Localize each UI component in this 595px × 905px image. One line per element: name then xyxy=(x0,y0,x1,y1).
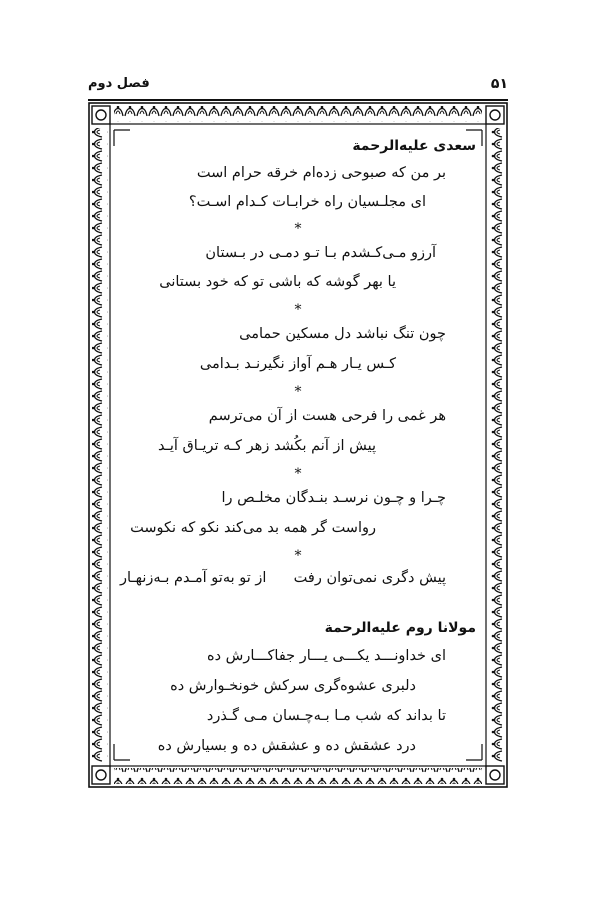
verse-line: کـس یـار هـم آواز نگیرنـد بـدامی xyxy=(199,356,396,372)
header-rule xyxy=(88,99,508,101)
verse-line: چـرا و چـون نرسـد بنـدگان مخلـص را xyxy=(221,490,446,506)
section-heading-rumi: مولانا روم علیه‌الرحمة xyxy=(324,620,476,636)
verse-separator: * xyxy=(294,221,302,237)
page-header xyxy=(88,76,508,100)
chapter-title: فصل دوم xyxy=(88,76,150,91)
verse-line: رواست گر همه بد می‌کند نکو که نکوست xyxy=(130,520,376,536)
verse-line: چون تنگ نباشد دل مسکین حمامی xyxy=(239,326,446,342)
verse-line: یا بهر گوشه که باشی تو که خود بستانی xyxy=(159,274,396,290)
verse-line: دلبری عشوه‌گری سرکش خونخـوارش ده xyxy=(170,678,416,694)
verse-separator: * xyxy=(294,466,302,482)
verse-separator: * xyxy=(294,302,302,318)
verse-line: ای مجلـسیان راه خرابـات کـدام اسـت؟ xyxy=(188,194,426,210)
verse-line: بر من که صبوحی زده‌ام خرقه حرام است xyxy=(196,165,446,181)
verse-line: تا بداند که شب مـا بـه‌چـسان مـی گـذرد xyxy=(206,708,446,724)
verse-line: هر غمی را فرحی هست از آن می‌ترسم xyxy=(208,408,446,424)
verse-separator: * xyxy=(294,548,302,564)
verse-line: ای خداونـــد یکـــی یـــار جفاکـــارش ده xyxy=(206,648,446,664)
verse-line: درد عشقش ده و عشقش ده و بسیارش ده xyxy=(157,738,416,754)
verse-line: آرزو مـی‌کـشدم بـا تـو دمـی در بـستان xyxy=(205,245,436,261)
verse-separator: * xyxy=(294,384,302,400)
verse-hemistich-left: از تو به‌تو آمـدم بـه‌زنهـار xyxy=(120,570,267,586)
verse-hemistich-right: پیش دگری نمی‌توان رفت xyxy=(293,570,446,586)
verse-line: پیش از آنم بکُشد زهر کـه تریـاق آیـد xyxy=(158,438,376,454)
section-heading-saadi: سعدی علیه‌الرحمة xyxy=(352,138,476,154)
page-number: ۵۱ xyxy=(490,76,508,92)
